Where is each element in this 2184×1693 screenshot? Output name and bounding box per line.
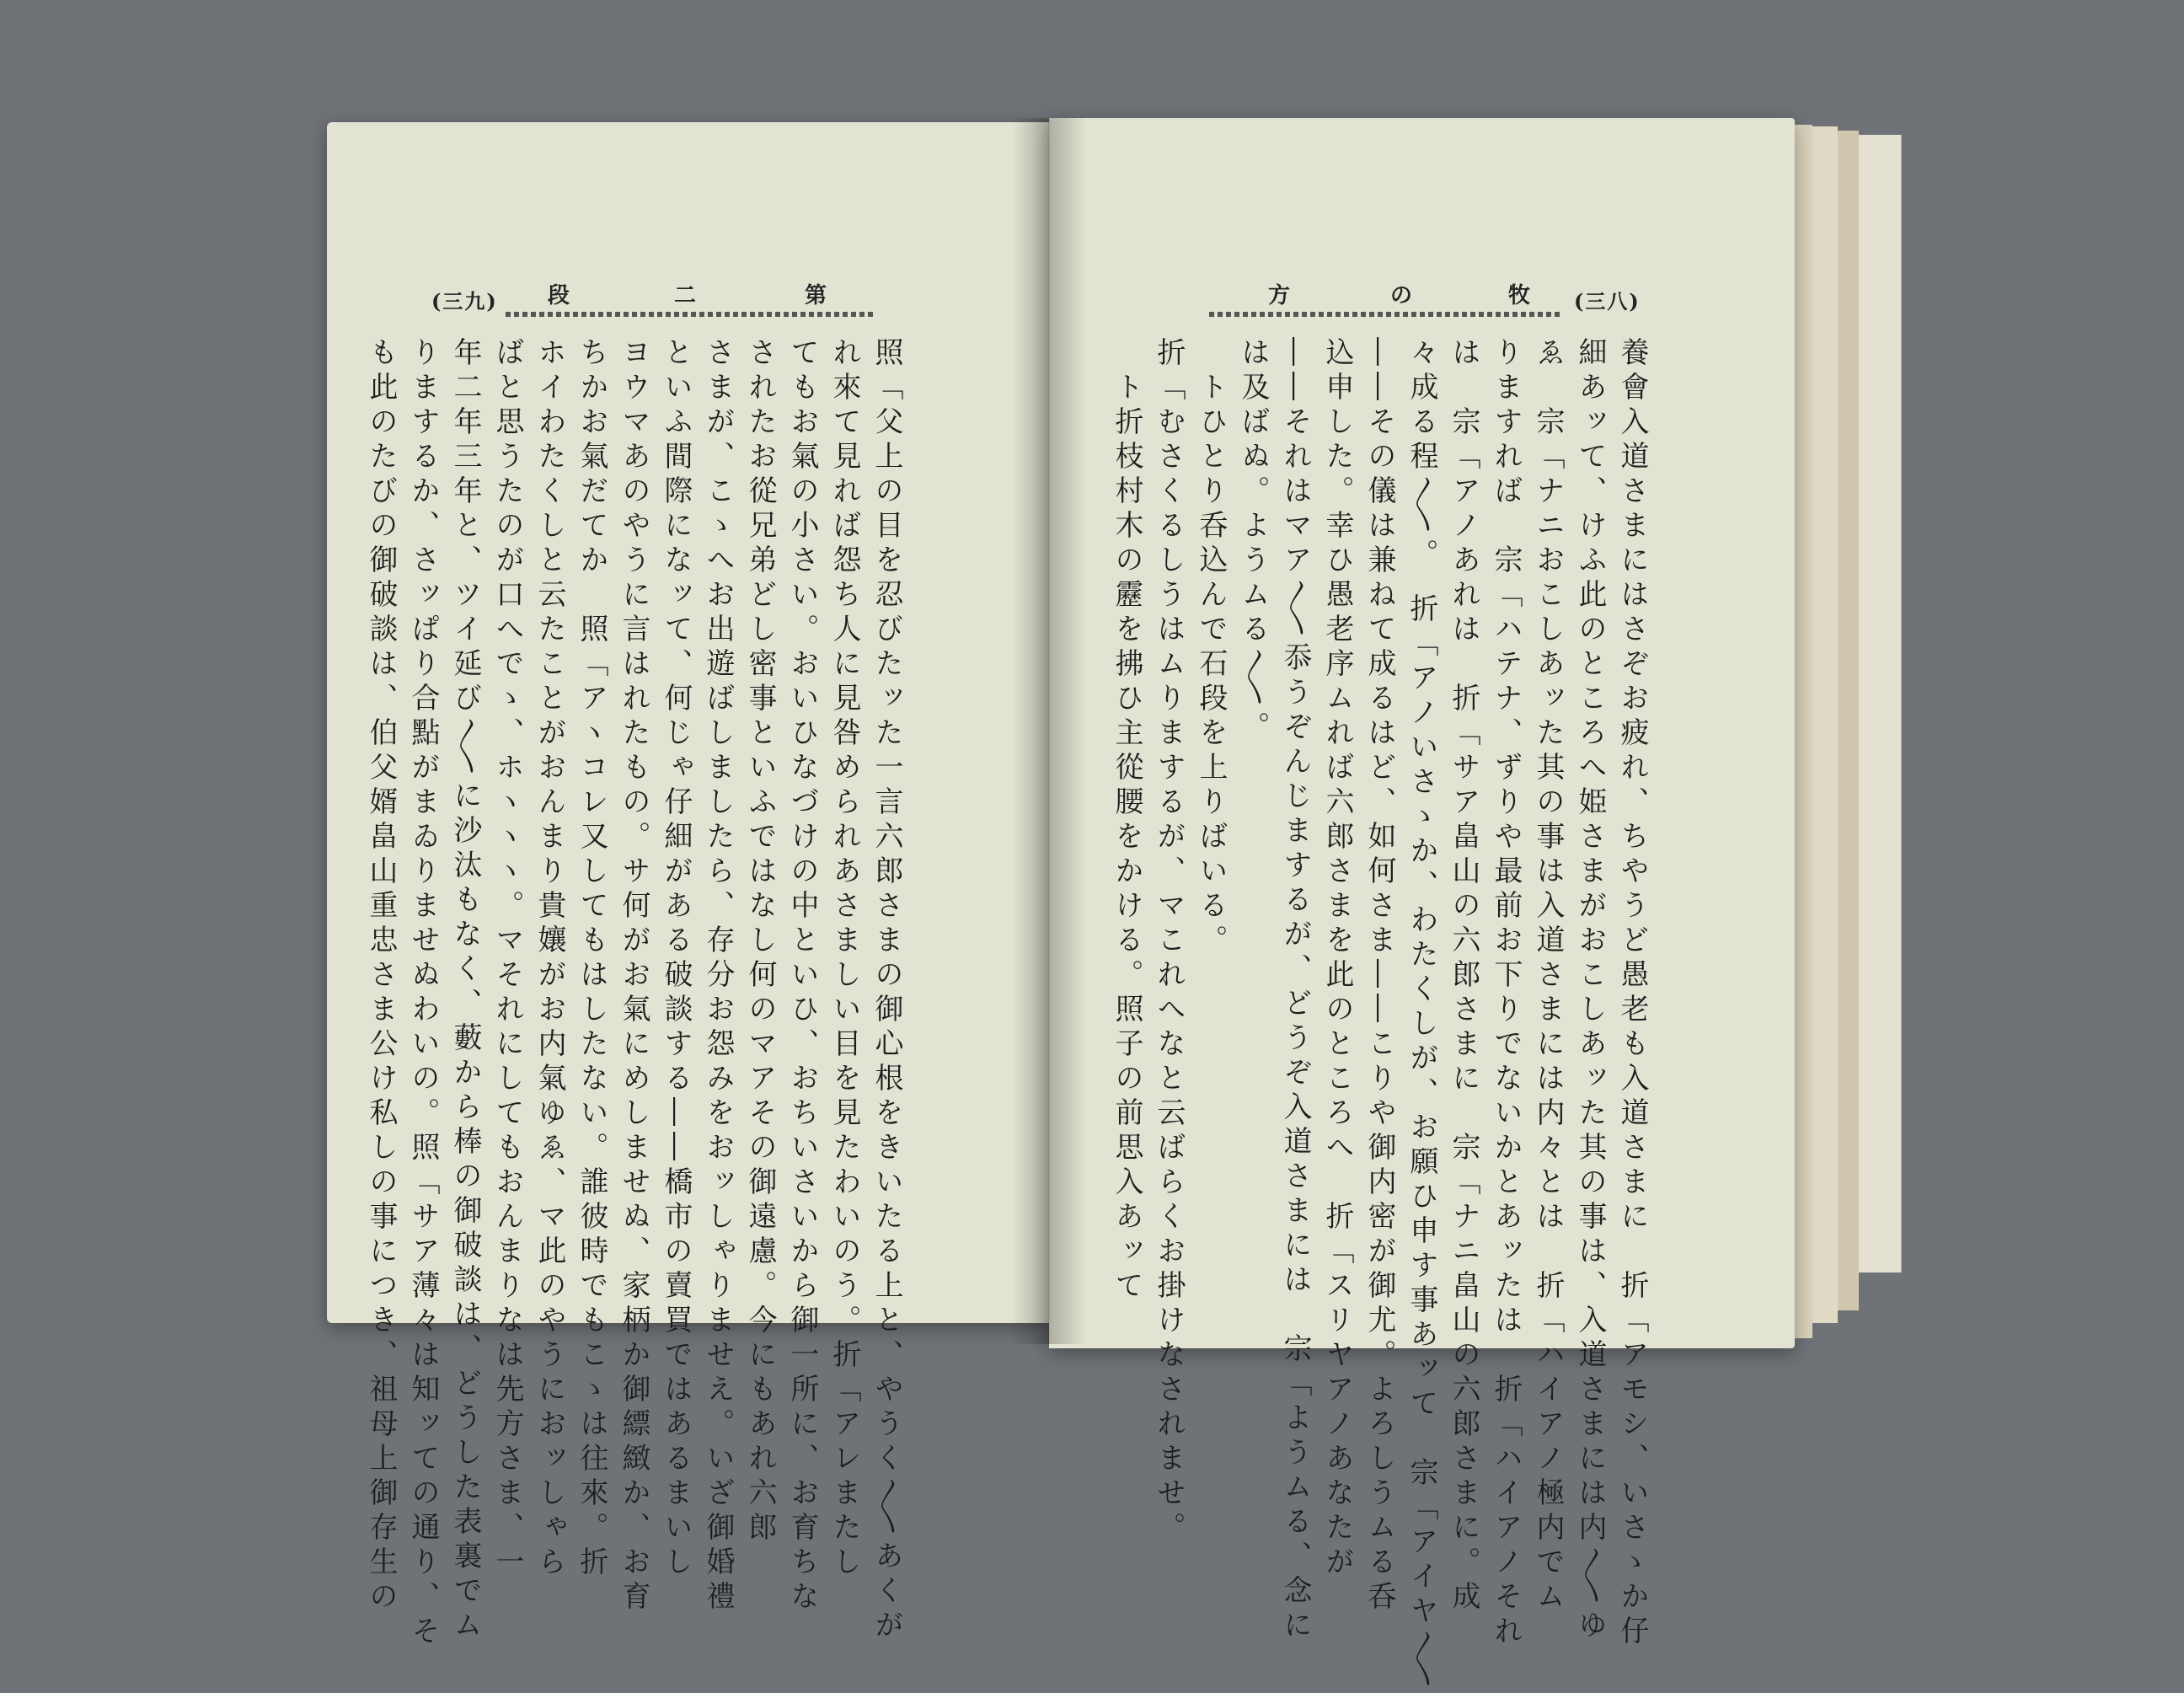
page-number-right: (三八) — [1574, 289, 1641, 313]
header-char: 段 — [548, 283, 570, 308]
running-header-right — [1209, 278, 1563, 329]
text-column: 照「父上の目を忍びたッた一言六郎さまの御心根をきいたる上と、やうく〳〵あくが — [870, 337, 903, 1644]
text-column: ――その儀は兼ねて成るはど、如何さま――こりや御内密が御尤。よろしうムる呑 — [1362, 337, 1396, 1615]
header-char: 二 — [674, 283, 697, 308]
text-column: は 宗「アノあれは 折「サア畠山の六郎さまに 宗「ナニ畠山の六郎さまに。成 — [1447, 337, 1480, 1615]
text-column: 養會入道さまにはさぞお疲れ、ちやうど愚老も入道さまに 折「アモシ、いさゝか仔 — [1615, 337, 1649, 1650]
header-rule — [1209, 312, 1563, 317]
text-column: りますれば 宗「ハテナ、ずりや最前お下りでないかとあッたは 折「ハイアノそれ — [1489, 337, 1523, 1650]
text-column: トひとり呑込んで石段を上りばいる。 — [1194, 337, 1228, 959]
page-number-left: (三九) — [431, 289, 498, 313]
header-char: 牧 — [1508, 283, 1531, 308]
header-char: 方 — [1268, 283, 1291, 308]
text-column: ヨウマあのやうに言はれたもの。サ何がお氣にめしませぬ、家柄か御縹緻か、お育 — [617, 337, 650, 1615]
text-column: 折「むさくるしうはムりまするが、マこれへなと云ばらくお掛けなされませ。 — [1152, 337, 1186, 1546]
header-char: 第 — [805, 283, 827, 308]
text-column: ゑ 宗「ナニおこしあッた其の事は入道さまには内々とは 折「ハイアノ極内でム — [1531, 337, 1565, 1615]
text-column: りまするか、さッぱり合點がまゐりませぬわいの。照「サア薄々は知ッての通り、そ — [406, 337, 440, 1650]
book-block-edge — [1854, 135, 1902, 1272]
text-column: といふ間際になッて、何じゃ仔細がある破談する――橋市の賣買ではあるまいし — [659, 337, 693, 1581]
header-char: の — [1390, 283, 1413, 308]
text-column: 込申した。幸ひ愚老序ムれば六郎さまを此のところへ 折「スリヤアノあなたが — [1320, 337, 1354, 1581]
text-column: 細あッて、けふ此のところへ姫さまがおこしあッた其の事は、入道さまには内〳〵ゆ — [1573, 337, 1607, 1644]
text-column: ――それはマア〳〵忝うぞんじまするが、どうぞ入道さまには 宗「ようムる、念に — [1278, 337, 1312, 1644]
text-column: さまが、こゝへお出遊ばしましたら、存分お怨みをおッしゃりませえ。いざ御婚禮 — [701, 337, 735, 1615]
text-column: も此のたびの御破談は、伯父婿畠山重忠さま公け私しの事につき、祖母上御存生の — [364, 337, 398, 1615]
text-column: ちかお氣だてか 照「アヽコレ又してもはしたない。誰彼時でもこゝは往來。折 — [575, 337, 608, 1581]
text-column: れ來て見れば怨ち人に見咎められあさましい目を見たわいのう。折「アレまたし — [827, 337, 861, 1581]
text-column: てもお氣の小さい。おいひなづけの中といひ、おちいさいから御一所に、お育ちな — [785, 337, 819, 1615]
running-header-left — [506, 278, 876, 329]
text-column: ホイわたくしと云たことがおんまり貴孃がお内氣ゆゑ、マ此のやうにおッしゃら — [533, 337, 566, 1581]
text-column: ばと思うたのが口へでゝ、ホヽヽヽ。マそれにしてもおんまりなは先方さま、一 — [490, 337, 524, 1581]
text-column: されたお從兄弟どし密事といふではなし何のマアその御遠慮。今にもあれ六郎 — [743, 337, 777, 1546]
header-rule — [506, 312, 876, 317]
text-column: 年二年三年と、ツイ延び〳〵に沙汰もなく、藪から棒の御破談は、どうした表裏でム — [448, 337, 482, 1644]
text-column: は及ばぬ。ようムる〳〵。 — [1236, 337, 1270, 746]
text-column: ト折枝村木の靂を拂ひ主從腰をかける。照子の前思入あッて — [1110, 337, 1143, 1305]
text-column: 々成る程〳〵。 折「アノいさゝか、わたくしが、お願ひ申す事あッて 宗「アイヤ〳〵 — [1405, 337, 1438, 1693]
